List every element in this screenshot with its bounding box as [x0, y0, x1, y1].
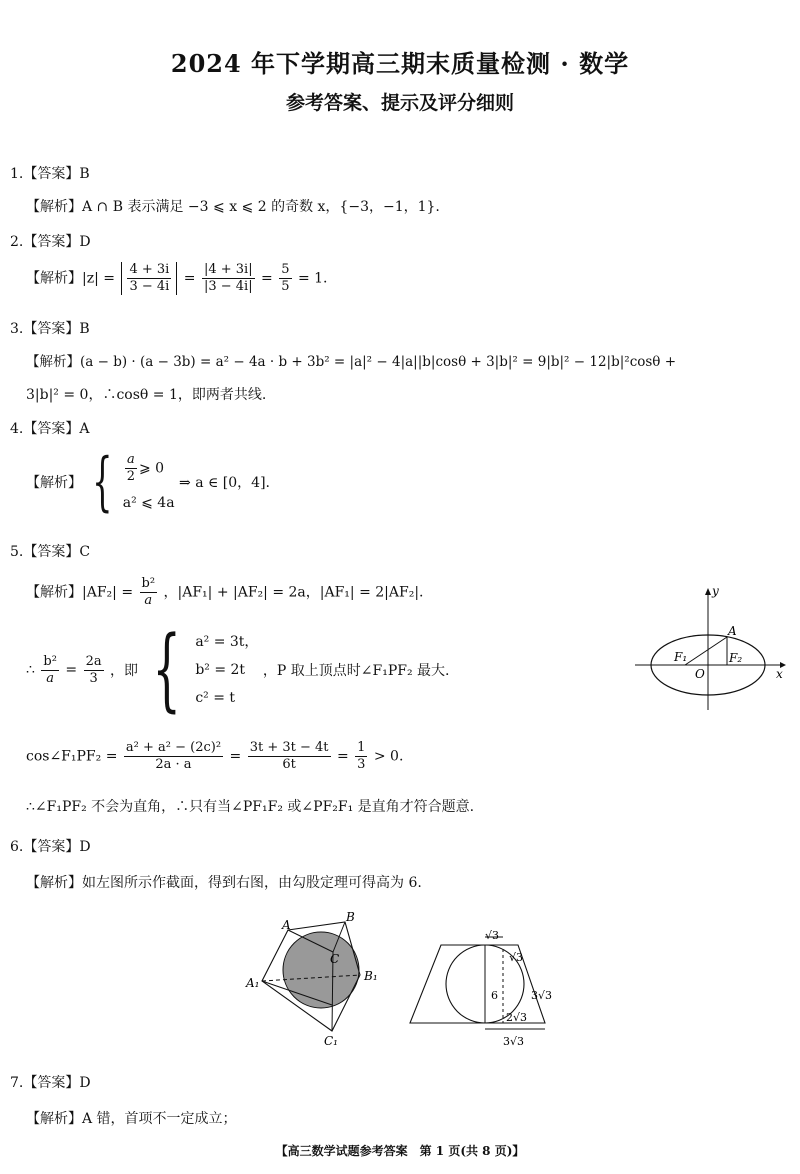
- q6-answer: 6.【答案】D: [10, 839, 91, 855]
- prism-figure: [240, 905, 390, 1050]
- q5-line1-num: b²: [141, 576, 156, 591]
- q5-line2-prefix: ∴: [26, 662, 35, 678]
- q2-end: = 1.: [297, 270, 328, 287]
- label-y: y: [712, 585, 719, 598]
- q4-sys-line2: a² ⩽ 4a: [122, 494, 175, 511]
- q5-line4: ∴∠F₁PF₂ 不会为直角，∴只有当∠PF₁F₂ 或∠PF₂F₁ 是直角才符合题意.: [26, 799, 475, 815]
- q5-line3: [26, 740, 403, 773]
- q4-analysis: [26, 445, 270, 519]
- q5-line2-den1: a: [46, 670, 55, 686]
- label-a: A: [728, 624, 737, 638]
- q5-line3-eq: =: [229, 748, 242, 765]
- q5-line3-den1: 2a · a: [155, 757, 192, 772]
- q2-answer: 2.【答案】D: [10, 234, 91, 250]
- q5-line1: [26, 576, 424, 609]
- q5-line3-den3: 3: [357, 757, 366, 772]
- dim-height: 6: [491, 989, 498, 1002]
- dim-inner: 2√3: [506, 1011, 528, 1024]
- label-A1: A₁: [246, 976, 260, 990]
- label-B: B: [346, 910, 355, 924]
- q5-line3-end: > 0.: [373, 748, 404, 765]
- q3-answer: 3.【答案】B: [10, 321, 90, 337]
- segment-af1: [685, 637, 727, 665]
- q7-answer: 7.【答案】D: [10, 1075, 91, 1091]
- q5-line2-den2: 3: [89, 670, 98, 686]
- q3-line1: 【解析】(a − b) · (a − 3b) = a² − 4a · b + 3b² = |a|² − 4|a||b|cosθ + 3|b|² = 9|b|² − 12|b|²cosθ +: [26, 354, 677, 370]
- q4-sys-rel: ⩾ 0: [139, 460, 165, 476]
- q5-line3-num1: a² + a² − (2c)²: [125, 740, 222, 755]
- q2-num3: 5: [281, 262, 290, 277]
- q5-brace: {: [152, 617, 181, 722]
- label-f1: F₁: [674, 650, 688, 664]
- q6-analysis: 【解析】如左图所示作截面，得到右图，由勾股定理可得高为 6.: [26, 875, 422, 891]
- q5-line3-num3: 1: [357, 740, 366, 755]
- q2-den2: |3 − 4i|: [203, 279, 253, 294]
- q1-analysis: 【解析】A ∩ B 表示满足 −3 ⩽ x ⩽ 2 的奇数 x，{−3，−1，1}.: [26, 199, 440, 215]
- q2-num1: 4 + 3i: [129, 262, 170, 277]
- q5-system: [195, 628, 258, 712]
- q2-eq: =: [183, 270, 196, 287]
- q5-line2-ji: ，即: [110, 663, 139, 679]
- section-figure: [405, 925, 565, 1053]
- q4-sys-den: 2: [126, 468, 135, 484]
- q4-sys-num: a: [125, 452, 137, 469]
- q5-line1-den: a: [144, 593, 153, 608]
- q4-brace: {: [92, 445, 113, 519]
- q5-line2-rest: ，P 取上顶点时∠F₁PF₂ 最大.: [262, 663, 450, 679]
- dim-base: 3√3: [503, 1035, 525, 1048]
- q4-prefix: 【解析】: [26, 475, 82, 491]
- q5-line3-num2: 3t + 3t − 4t: [249, 740, 329, 755]
- label-A: A: [282, 918, 291, 932]
- q5-line2-eq: =: [65, 662, 78, 678]
- q5-answer: 5.【答案】C: [10, 544, 91, 560]
- q2-eq2: =: [261, 270, 273, 287]
- label-x: x: [776, 667, 783, 681]
- label-C: C: [330, 952, 340, 966]
- label-B1: B₁: [364, 969, 378, 983]
- q2-prefix: 【解析】|z| =: [26, 270, 115, 287]
- q5-line3-prefix: cos∠F₁PF₂ =: [26, 748, 118, 765]
- q5-sys2: b² = 2t: [195, 662, 246, 678]
- q5-line2: [26, 617, 450, 722]
- q7-analysis: 【解析】A 错，首项不一定成立；: [26, 1111, 237, 1127]
- q4-answer: 4.【答案】A: [10, 421, 90, 437]
- q2-den3: 5: [281, 279, 290, 294]
- label-C1: C₁: [324, 1034, 338, 1048]
- q2-den1: 3 − 4i: [129, 279, 170, 294]
- label-f2: F₂: [729, 651, 743, 665]
- sphere-section: [283, 932, 359, 1008]
- q3-line2: 3|b|² = 0，∴cosθ = 1，即两者共线.: [26, 387, 267, 403]
- q5-line2-num1: b²: [43, 653, 57, 669]
- dim-side: 3√3: [531, 989, 553, 1002]
- y-axis-arrow: [705, 588, 711, 595]
- q2-analysis: [26, 262, 328, 295]
- q5-line3-den2: 6t: [282, 757, 296, 772]
- dim-top: √3: [485, 929, 500, 942]
- q4-system: [123, 452, 175, 513]
- q5-sys1: a² = 3t，: [195, 634, 259, 650]
- page-title: 2024 年下学期高三期末质量检测 · 数学: [170, 49, 630, 78]
- label-o: O: [695, 667, 705, 681]
- q2-abs-fraction: [121, 262, 177, 295]
- q1-answer: 1.【答案】B: [10, 166, 90, 182]
- dim-r1: √3: [509, 951, 524, 964]
- q5-line3-eq2: =: [336, 748, 349, 765]
- page-subtitle: 参考答案、提示及评分细则: [285, 92, 514, 114]
- q5-line2-num2: 2a: [85, 653, 102, 669]
- q4-result: ⇒ a ∈ [0，4].: [179, 475, 270, 491]
- q5-line1-prefix: 【解析】|AF₂| =: [26, 584, 134, 601]
- q2-num2: |4 + 3i|: [203, 262, 253, 277]
- page-footer: 【高三数学试题参考答案 第 1 页(共 8 页)】: [275, 1144, 525, 1158]
- q5-sys3: c² = t: [195, 690, 236, 706]
- ellipse-figure: [630, 585, 790, 715]
- q5-line1-rest: ，|AF₁| + |AF₂| = 2a，|AF₁| = 2|AF₂|.: [163, 584, 424, 601]
